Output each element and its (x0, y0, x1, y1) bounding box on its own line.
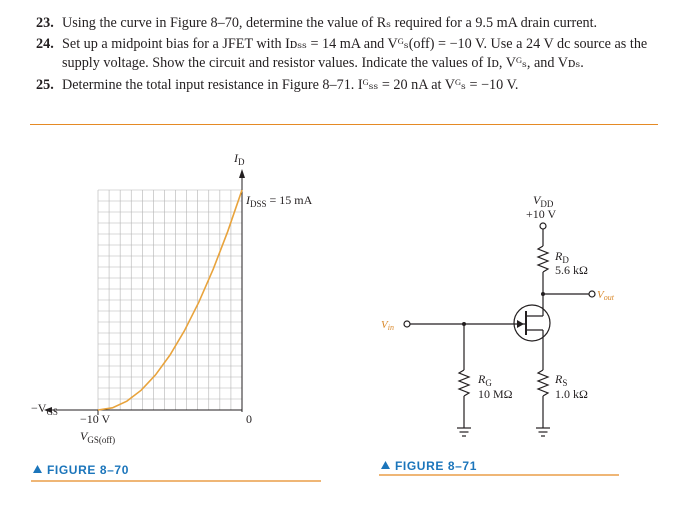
origin-label: 0 (246, 412, 252, 426)
caption-triangle-icon (381, 461, 390, 469)
rg-resistor (459, 370, 469, 396)
rs-resistor (538, 370, 548, 396)
vdd-terminal (540, 223, 546, 229)
rd-value: 5.6 kΩ (555, 263, 588, 277)
rs-value: 1.0 kΩ (555, 387, 588, 401)
rs-label: $R_S$ (555, 372, 568, 388)
figure-8-70 (31, 151, 321, 481)
vin-terminal (404, 321, 410, 327)
caption-triangle-icon (33, 465, 42, 473)
jfet-gate-arrow (517, 320, 524, 328)
vgs-axis-label: $-V_{GS}$ (31, 401, 58, 417)
problem-number: 25. (36, 77, 54, 93)
chart-grid (98, 190, 242, 410)
figure-8-70-caption: FIGURE 8–70 (47, 463, 129, 477)
vgs-off-label: $V_{GS(off)}$ (80, 429, 116, 445)
vout-terminal (589, 291, 595, 297)
vout-label: Vout (597, 289, 614, 302)
problem-text: Determine the total input resistance in Figure 8–71. Iᴳₛₛ = 20 nA at Vᴳₛ = −10 V. (62, 77, 519, 93)
vgs-off-value: −10 V (80, 412, 111, 426)
rd-label: $R_D$ (555, 249, 569, 265)
vdd-value: +10 V (526, 207, 557, 221)
rg-value: 10 MΩ (478, 387, 513, 401)
id-axis-label: $I_D$ (234, 151, 245, 167)
rg-label: $R_G$ (478, 372, 492, 388)
id-axis-arrow (239, 169, 245, 178)
problem-text: Using the curve in Figure 8–70, determine the value of Rₛ required for a 9.5 mA drain current. (62, 15, 598, 31)
problem-text: Set up a midpoint bias for a JFET with Iᴅₛₛ = 14 mA and Vᴳₛ(off) = −10 V. Use a 24 V dc source as the supply voltage. Show the circuit and resistor values. Indicate the values of Iᴅ, Vᴳₛ, and Vᴅₛ. (62, 36, 648, 71)
problem-number: 23. (36, 15, 54, 31)
rd-resistor (538, 246, 548, 272)
problem-number: 24. (36, 36, 54, 52)
vin-label: Vin (381, 319, 394, 332)
idss-label: $I_{DSS} = 15$ mA (246, 193, 313, 209)
vdd-label: $V_{DD}$ (533, 193, 554, 209)
figure-8-71-caption: FIGURE 8–71 (395, 459, 477, 473)
